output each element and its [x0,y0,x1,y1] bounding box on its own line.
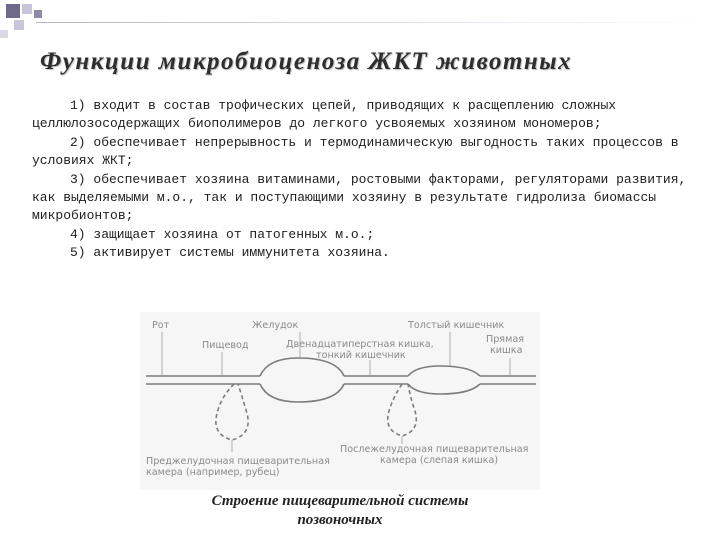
label-large-intestine: Толстый кишечник [408,320,505,331]
label-mouth: Рот [152,320,170,331]
top-divider [36,22,720,23]
digestive-system-diagram [140,312,540,490]
label-rectum-line1: Прямая [486,334,524,345]
function-item-5: 5) активирует системы иммунитета хозяина. [70,245,390,261]
label-stomach: Желудок [252,320,299,331]
label-postgastric-line1: Послежелудочная пищеварительная [340,444,529,455]
function-item-2: 2) обеспечивает непрерывность и термодинамическую выгодность таких процессов в условиях ЖКТ; [32,134,679,169]
label-rectum-line2: кишка [490,345,523,356]
function-item-1: 1) входит в состав трофических цепей, приводящих к расщеплению сложных целлюлозосодержащих биополимеров до легкого усвояемых хозяином мономеров; [32,98,617,132]
slide-title: Функции микробиоценоза ЖКТ животных [40,48,573,75]
digestive-tract-figure [140,312,540,490]
functions-list [32,97,700,263]
label-pregastric-line1: Преджелудочная пищеварительная [146,456,330,467]
function-item-3: 3) обеспечивает хозяина витаминами, ростовыми факторами, регуляторами развития, как выделяемыми м.о., так и поступающими хозяину в результате гидролиза биомассы микробионтов; [32,171,687,224]
caption-line-2: позвоночных [297,512,383,528]
label-esophagus: Пищевод [202,340,249,351]
label-duodenum-line2: тонкий кишечник [316,350,406,361]
function-item-4: 4) защищает хозяина от патогенных м.о.; [70,226,375,242]
decorative-squares [0,0,60,40]
figure-caption [130,492,550,530]
label-postgastric-line2: камера (слепая кишка) [380,455,499,466]
caption-line-1: Строение пищеварительной системы [211,493,469,509]
label-pregastric-line2: камера (например, рубец) [146,467,280,478]
label-duodenum-line1: Двенадцатиперстная кишка, [286,339,434,350]
